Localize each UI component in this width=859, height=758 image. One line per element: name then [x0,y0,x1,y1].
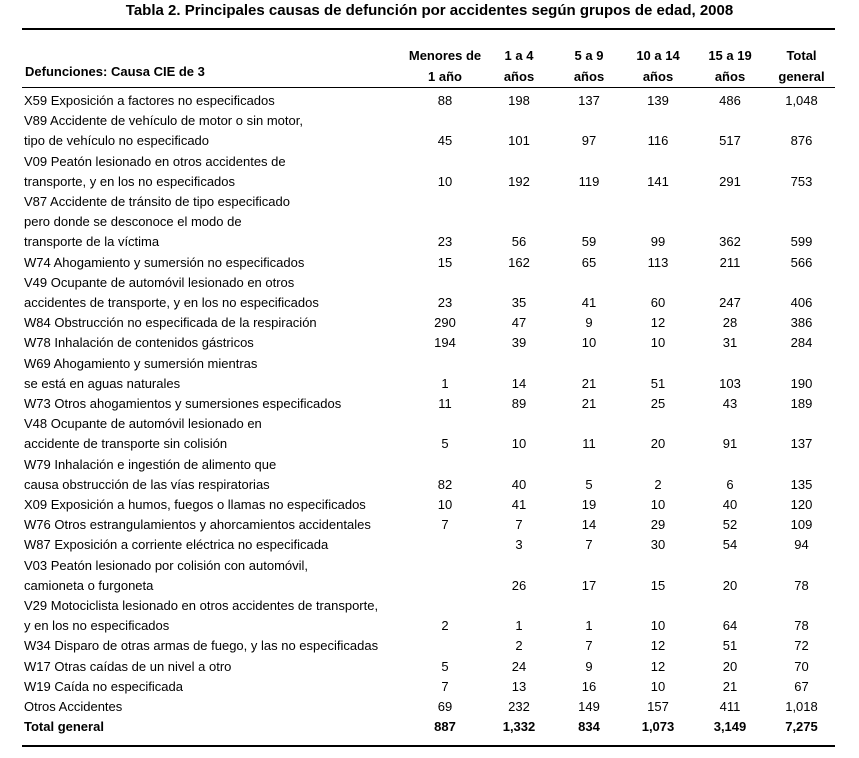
value-cell: 94 [794,537,809,553]
value-cell: 1 [441,375,449,391]
value-cell [406,556,484,596]
value-cell: 411 [719,699,741,715]
total-value-cell: 7,275 [785,719,818,735]
value-cell: 15 [650,577,666,593]
cause-text: W73 Otros ahogamientos y sumersiones especificados [24,396,342,412]
cause-text: W87 Exposición a corriente eléctrica no especificada [24,537,329,553]
table-row [22,354,835,394]
cause-text: V49 Ocupante de automóvil lesionado en otros [24,274,295,290]
cause-text: se está en aguas naturales [24,375,181,391]
cause-cell [22,111,406,151]
value-cell: 10 [650,618,666,634]
value-cell: 43 [722,396,738,412]
value-cell: 12 [650,315,666,331]
value-cell: 7 [515,517,523,533]
value-cell: 31 [722,335,738,351]
cause-cell [22,414,406,454]
value-cell: 362 [719,234,741,250]
value-cell: 20 [722,658,738,674]
table-row [22,91,835,111]
value-cell: 10 [437,497,453,513]
value-cell: 1 [585,618,593,634]
value-cell: 9 [585,315,593,331]
value-cell: 12 [650,638,666,654]
cause-cell [22,273,406,313]
value-cell: 20 [650,436,666,452]
value-cell: 3 [515,537,523,553]
table-row [22,677,835,697]
value-cell: 17 [581,577,597,593]
value-cell: 10 [581,335,597,351]
cause-text: transporte, y en los no especificados [24,173,236,189]
value-cell: 2 [441,618,449,634]
total-value-cell: 1,332 [502,719,536,735]
value-cell: 517 [719,133,741,149]
cause-text: V29 Motociclista lesionado en otros accidentes de transporte, [24,598,379,614]
value-cell: 60 [650,295,666,311]
cause-cell [22,354,406,394]
value-cell: 13 [511,678,527,694]
header-15-to-19: 15 a 19 años [708,48,752,84]
value-cell: 51 [650,375,666,391]
value-cell: 41 [581,295,597,311]
value-cell: 103 [719,375,741,391]
value-cell: 232 [508,699,530,715]
value-cell: 157 [647,699,669,715]
cause-cell [22,596,406,636]
cause-cell [22,455,406,495]
cause-cell [22,394,406,414]
value-cell: 64 [722,618,738,634]
value-cell: 599 [790,234,813,250]
total-row [22,717,835,737]
value-cell: 5 [585,476,593,492]
value-cell: 10 [650,678,666,694]
value-cell: 11 [582,436,596,452]
value-cell: 56 [511,234,527,250]
value-cell: 189 [790,396,813,412]
cause-cell [22,535,406,555]
value-cell: 1 [515,618,523,634]
cause-cell [22,515,406,535]
value-cell: 190 [790,375,813,391]
cause-text: V89 Accidente de vehículo de motor o sin motor, [24,113,303,129]
value-cell: 25 [650,396,666,412]
table-row [22,596,835,636]
value-cell: 21 [722,678,738,694]
value-cell: 116 [647,133,669,149]
value-cell: 290 [434,315,456,331]
value-cell: 7 [441,517,449,533]
value-cell: 486 [719,93,741,108]
value-cell: 10 [650,335,666,351]
value-cell: 16 [581,678,597,694]
value-cell: 7 [441,678,449,694]
cause-text: W84 Obstrucción no especificada de la respiración [24,315,317,331]
value-cell: 119 [578,173,600,189]
header-under-1: Menores de 1 año [408,48,482,84]
table-row [22,414,835,454]
value-cell: 6 [726,476,734,492]
value-cell: 30 [650,537,666,553]
cause-text: W76 Otros estrangulamientos y ahorcamientos accidentales [24,517,371,533]
cause-text: transporte de la víctima [24,234,160,250]
value-cell: 65 [581,254,597,270]
cause-text: W19 Caída no especificada [24,678,183,694]
value-cell: 2 [654,476,662,492]
table-row [22,556,835,596]
value-cell: 40 [722,497,738,513]
cause-text: accidente de transporte sin colisión [24,436,228,452]
table-row [22,313,835,333]
value-cell: 109 [790,517,813,533]
cause-text: accidentes de transporte, y en los no especificados [24,295,319,311]
value-cell: 45 [437,133,453,149]
value-cell: 51 [722,638,738,654]
cause-cell [22,91,406,111]
cause-text: pero donde se desconoce el modo de [24,214,242,230]
cause-cell [22,333,406,353]
value-cell: 29 [650,517,666,533]
cause-text: camioneta o furgoneta [24,577,154,593]
value-cell: 291 [719,173,741,189]
value-cell: 10 [437,173,453,189]
total-value-cell: 3,149 [713,719,747,735]
value-cell: 211 [719,254,741,270]
cause-cell [22,313,406,333]
value-cell: 113 [647,254,669,270]
value-cell: 40 [511,476,527,492]
header-5-to-9: 5 a 9 años [573,48,605,84]
value-cell: 91 [722,436,738,452]
total-value-cell: 834 [578,719,600,735]
value-cell: 14 [581,517,597,533]
value-cell: 99 [650,234,666,250]
value-cell: 23 [437,295,453,311]
cause-text: V03 Peatón lesionado por colisión con automóvil, [24,557,309,573]
value-cell: 198 [508,93,530,108]
total-label: Total general [24,719,104,735]
value-cell: 70 [794,658,809,674]
value-cell: 88 [437,93,453,108]
value-cell: 59 [581,234,597,250]
value-cell: 120 [790,497,813,513]
value-cell: 21 [581,396,597,412]
value-cell: 284 [790,335,813,351]
value-cell: 41 [511,497,527,513]
value-cell: 9 [585,658,593,674]
top-rule [22,28,835,30]
table-row [22,192,835,253]
value-cell: 162 [508,254,530,270]
cause-cell [22,192,406,253]
value-cell: 35 [511,295,527,311]
value-cell: 7 [585,638,593,654]
cause-cell [22,636,406,656]
value-cell: 137 [790,436,813,452]
cause-text: W74 Ahogamiento y sumersión no especificados [24,254,305,270]
cause-text: V87 Accidente de tránsito de tipo especificado [24,194,290,210]
value-cell [406,636,484,656]
value-cell: 141 [647,173,669,189]
table-row [22,657,835,677]
cause-text: W69 Ahogamiento y sumersión mientras [24,355,258,371]
value-cell: 97 [581,133,597,149]
value-cell: 54 [722,537,738,553]
value-cell: 2 [515,638,523,654]
value-cell: 135 [790,476,813,492]
table-row [22,535,835,555]
value-cell: 1,048 [785,93,818,108]
value-cell: 28 [722,315,738,331]
cause-text: W79 Inhalación e ingestión de alimento que [24,456,277,472]
cause-text: causa obstrucción de las vías respiratorias [24,476,270,492]
cause-text: y en los no especificados [24,618,170,634]
value-cell: 10 [650,497,666,513]
value-cell: 7 [585,537,593,553]
value-cell: 52 [722,517,738,533]
cause-cell [22,697,406,717]
table-row [22,152,835,192]
value-cell: 139 [647,93,669,108]
value-cell: 5 [441,436,449,452]
value-cell: 72 [794,638,809,654]
cause-text: V48 Ocupante de automóvil lesionado en [24,416,262,432]
value-cell: 194 [434,335,456,351]
table-row [22,495,835,515]
cause-text: W78 Inhalación de contenidos gástricos [24,335,254,351]
cause-text: W17 Otras caídas de un nivel a otro [24,658,232,674]
value-cell: 23 [437,234,453,250]
cause-cell [22,657,406,677]
value-cell: 82 [437,476,453,492]
bottom-rule [22,745,835,747]
total-value-cell: 887 [434,719,456,735]
value-cell: 406 [790,295,813,311]
table-row [22,253,835,273]
table-row [22,394,835,414]
table-row [22,636,835,656]
value-cell: 39 [511,335,527,351]
value-cell: 26 [511,577,527,593]
header-cause: Defunciones: Causa CIE de 3 [25,64,205,79]
value-cell: 78 [794,577,809,593]
cause-text: Otros Accidentes [24,699,123,715]
value-cell: 89 [511,396,527,412]
cause-text: X09 Exposición a humos, fuegos o llamas no especificados [24,497,366,513]
value-cell: 10 [511,436,527,452]
value-cell: 192 [508,173,530,189]
header-1-to-4: 1 a 4 años [503,48,535,84]
value-cell: 247 [719,295,741,311]
value-cell: 11 [438,396,452,412]
value-cell: 69 [437,699,453,715]
table-row [22,455,835,495]
cause-cell [22,495,406,515]
table-row [22,333,835,353]
cause-text: W34 Disparo de otras armas de fuego, y las no especificadas [24,638,379,654]
table-row [22,273,835,313]
table-row [22,111,835,151]
cause-text: V09 Peatón lesionado en otros accidentes de [24,153,286,169]
value-cell: 876 [790,133,813,149]
table-row [22,697,835,717]
value-cell: 12 [650,658,666,674]
cause-text: tipo de vehículo no especificado [24,133,210,149]
value-cell: 78 [794,618,809,634]
value-cell: 14 [511,375,527,391]
table-row [22,515,835,535]
cause-cell [22,253,406,273]
value-cell: 101 [508,133,530,149]
value-cell: 67 [794,678,809,694]
value-cell: 20 [722,577,738,593]
cause-text: X59 Exposición a factores no especificados [24,93,275,108]
value-cell: 566 [790,254,813,270]
value-cell: 5 [441,658,449,674]
value-cell: 753 [790,173,813,189]
total-value-cell: 1,073 [641,719,675,735]
value-cell: 24 [511,658,527,674]
header-10-to-14: 10 a 14 años [636,48,680,84]
value-cell: 149 [578,699,600,715]
cause-cell [22,152,406,192]
header-total: Total general [778,48,825,84]
value-cell [406,535,484,555]
value-cell: 19 [581,497,597,513]
mortality-table [22,32,835,738]
value-cell: 15 [437,254,453,270]
value-cell: 1,018 [785,699,818,715]
value-cell: 47 [511,315,527,331]
value-cell: 21 [581,375,597,391]
value-cell: 137 [578,93,600,108]
header-row [22,32,835,87]
table-title: Tabla 2. Principales causas de defunción por accidentes según grupos de edad, 2008 [125,2,734,19]
value-cell: 386 [790,315,813,331]
cause-cell [22,677,406,697]
cause-cell [22,556,406,596]
